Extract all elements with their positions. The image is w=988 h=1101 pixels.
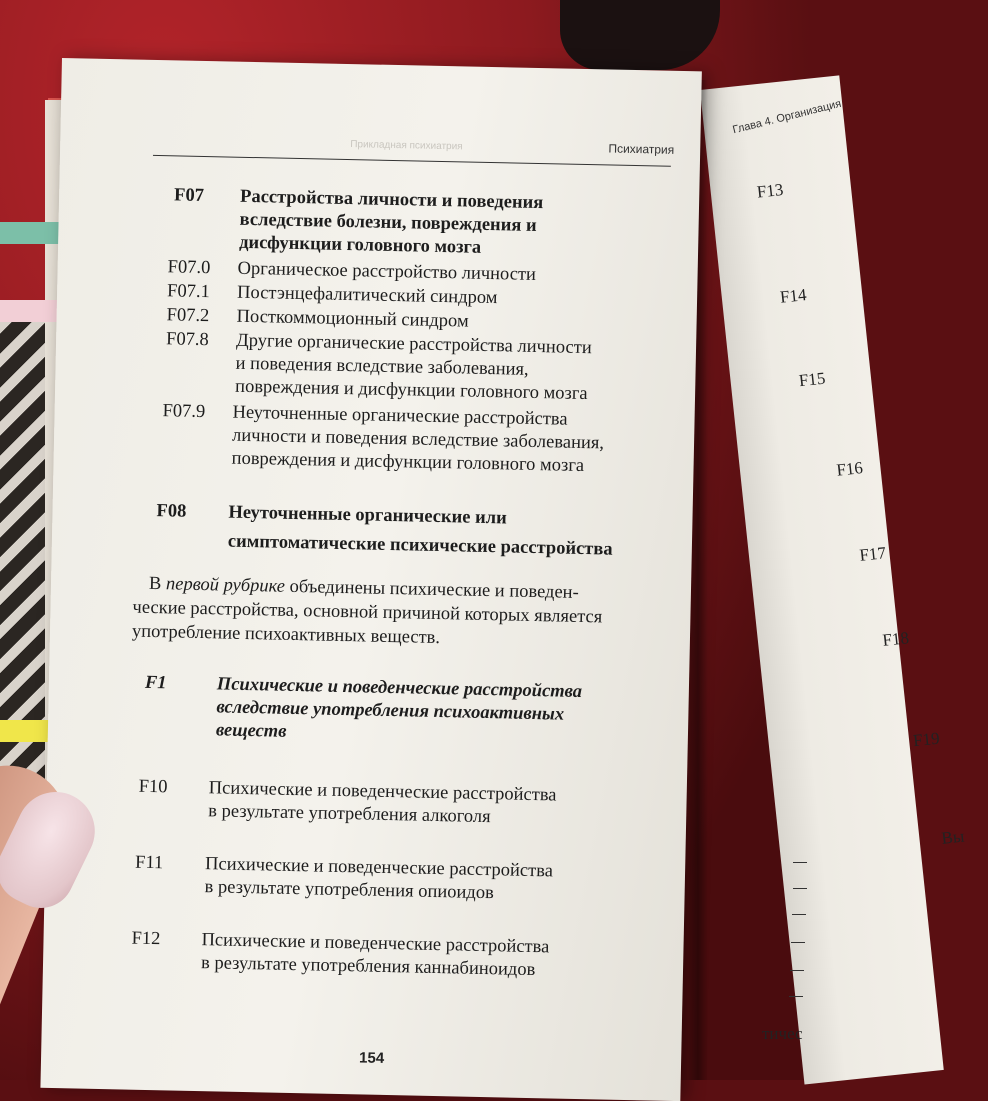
entry-code: F10 [138, 776, 168, 798]
entry-line: Посткоммоционный синдром [236, 306, 469, 332]
bookmark-tab-pink [0, 300, 60, 322]
entry-line: в результате употребления каннабиноидов [200, 953, 536, 981]
entry-line: Неуточненные органические или [228, 502, 508, 529]
entry-code: F1 [144, 672, 167, 694]
right-page-code: F19 [912, 728, 941, 751]
entry-line: и поведения вследствие заболевания, [235, 353, 529, 380]
entry-code: F07 [173, 185, 205, 207]
right-page-code: F17 [858, 543, 887, 565]
right-page-header: Глава 4. Организация [731, 97, 843, 137]
right-page-code: F13 [755, 179, 785, 202]
dash-mark [791, 942, 805, 943]
entry-line: Органическое расстройство личности [237, 258, 537, 285]
entry-code: F07.8 [165, 329, 210, 351]
entry-line: повреждения и дисфункции головного мозга [234, 376, 588, 405]
entry-line: Психические и поведенческие расстройства [204, 854, 554, 882]
paragraph-text: ческие расстройства, основной причиной которых является [132, 597, 603, 628]
entry-code: F12 [131, 928, 161, 950]
entry-line: Расстройства личности и поведения [239, 186, 544, 214]
right-page-code: F15 [797, 368, 827, 391]
entry-line: симптоматические психические расстройства [227, 531, 613, 560]
entry-line: Неуточненные органические расстройства [232, 402, 568, 430]
paragraph-italic: первой рубрике [165, 574, 286, 597]
entry-line: личности и поведения вследствие заболевания, [231, 425, 605, 454]
faint-running-head: Прикладная психиатрия [350, 139, 463, 153]
entry-line: Психические и поведенческие расстройства [216, 674, 583, 703]
page-number: 154 [358, 1049, 385, 1067]
entry-code: F11 [134, 852, 164, 874]
entry-line: вследствие болезни, повреждения и [239, 209, 537, 236]
entry-line: в результате употребления опиоидов [204, 877, 495, 904]
right-page-word: Вы [940, 826, 966, 848]
entry-line: Другие органические расстройства личности [235, 330, 592, 359]
right-page-code: F18 [881, 628, 910, 650]
body-paragraph [132, 572, 663, 655]
paragraph-text: употребление психоактивных веществ. [131, 621, 441, 649]
right-page-code: F14 [779, 285, 808, 307]
right-page-word: тичес [762, 1024, 803, 1043]
paragraph-lead: В [148, 573, 167, 595]
dash-mark [792, 914, 806, 915]
paragraph-text: объединены психические и поведен- [284, 576, 579, 603]
entry-code: F07.9 [162, 401, 206, 423]
right-page-code: F16 [835, 458, 864, 480]
entry-line: вследствие употребления психоактивных [216, 697, 565, 725]
entry-code: F07.2 [166, 305, 210, 327]
header-rule [153, 155, 671, 167]
entry-line: в результате употребления алкоголя [208, 801, 491, 828]
entry-line: веществ [215, 720, 287, 742]
entry-line: Психические и поведенческие расстройства [208, 778, 557, 806]
entry-code: F07.1 [166, 281, 211, 303]
left-page [40, 58, 701, 1101]
running-head: Психиатрия [608, 141, 675, 157]
dash-mark [793, 862, 807, 863]
entry-code: F07.0 [167, 257, 211, 279]
entry-line: Психические и поведенческие расстройства [201, 930, 550, 958]
dash-mark [789, 996, 803, 997]
entry-code: F08 [156, 501, 187, 522]
entry-line: повреждения и дисфункции головного мозга [231, 448, 585, 477]
entry-line: дисфункции головного мозга [238, 232, 482, 258]
entry-line: Постэнцефалитический синдром [236, 282, 498, 309]
dash-mark [793, 888, 807, 889]
dash-mark [790, 970, 804, 971]
bookmark-tab-green [0, 222, 65, 244]
